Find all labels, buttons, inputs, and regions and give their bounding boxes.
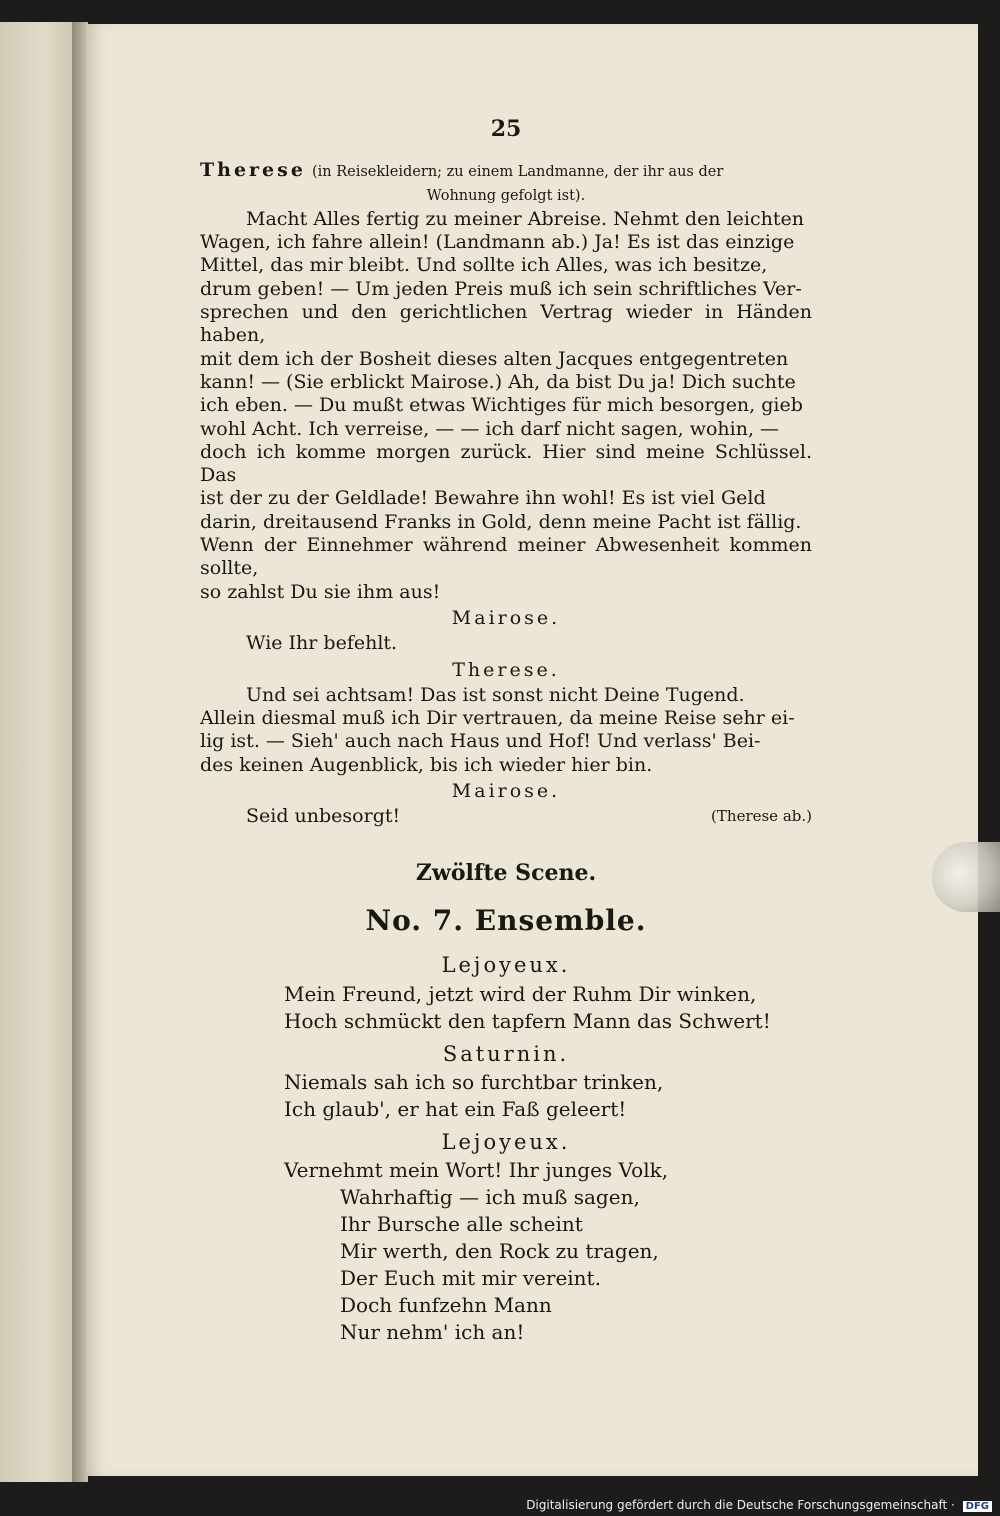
verse-block (200, 1069, 812, 1123)
speech-line: doch ich komme morgen zurück. Hier sind meine Schlüssel. Das (200, 440, 812, 487)
speaker-mairose: Mairose. (451, 606, 561, 629)
verse-block (200, 1157, 812, 1184)
verse-line: Vernehmt mein Wort! Ihr junges Volk, (284, 1158, 669, 1183)
dialogue-line: Seid unbesorgt! (246, 805, 401, 828)
dialogue-line: Allein diesmal muß ich Dir vertrauen, da meine Reise sehr ei- (200, 707, 795, 730)
verse-line: Der Euch mit mir vereint. (340, 1266, 601, 1291)
verse-line: Ich glaub', er hat ein Faß geleert! (284, 1096, 627, 1121)
verse-line: Hoch schmückt den tapfern Mann das Schwert! (284, 1008, 771, 1033)
previous-page-edge (0, 22, 72, 1482)
dfg-logo: DFG (963, 1501, 992, 1512)
speech-line: Wagen, ich fahre allein! (Landmann ab.) Ja! Es ist das einzige (200, 231, 795, 254)
scene-heading: Zwölfte Scene. (415, 859, 597, 886)
number-heading: No. 7. Ensemble. (365, 903, 647, 937)
page-content (200, 118, 812, 1346)
stage-direction-exit: (Therese ab.) (711, 807, 812, 826)
opening-stage-direction: (in Reisekleidern; zu einem Landmanne, der ihr aus der (311, 164, 724, 181)
verse-block (200, 981, 812, 1035)
verse-speaker-saturnin: Saturnin. (442, 1041, 570, 1066)
speaker-mairose: Mairose. (451, 780, 561, 803)
verse-line: Wahrhaftig — ich muß sagen, (340, 1185, 640, 1210)
verse-line: Mein Freund, jetzt wird der Ruhm Dir winken, (284, 981, 757, 1006)
speech-line: wohl Acht. Ich verreise, — — ich darf nicht sagen, wohin, — (200, 417, 780, 440)
digitization-footer (526, 1498, 992, 1512)
speech-line: so zahlst Du sie ihm aus! (200, 580, 441, 603)
speech-line: ist der zu der Geldlade! Bewahre ihn wohl! Es ist viel Geld (200, 487, 766, 510)
speech-line: Wenn der Einnehmer während meiner Abwesenheit kommen sollte, (200, 534, 812, 580)
verse-speaker-lejoyeux: Lejoyeux. (441, 1129, 571, 1154)
dialogue-line: Wie Ihr befehlt. (246, 632, 398, 655)
footer-text: Digitalisierung gefördert durch die Deutsche Forschungsgemeinschaft · (526, 1498, 955, 1512)
therese-speech (200, 208, 812, 604)
verse-speaker-lejoyeux: Lejoyeux. (441, 953, 571, 978)
verse-line: Nur nehm' ich an! (340, 1320, 525, 1345)
opening-speaker: Therese (200, 159, 306, 182)
speaker-therese: Therese. (452, 658, 560, 681)
verse-line: Niemals sah ich so furchtbar trinken, (284, 1069, 664, 1094)
speech-line: Macht Alles fertig zu meiner Abreise. Nehmt den leichten (246, 207, 804, 230)
opening-stage-direction-cont: Wohnung gefolgt ist). (426, 187, 586, 204)
dialogue-line: des keinen Augenblick, bis ich wieder hier bin. (200, 753, 653, 776)
verse-line: Ihr Bursche alle scheint (340, 1212, 583, 1237)
opening-speaker-line (200, 159, 812, 184)
speech-line: ich eben. — Du mußt etwas Wichtiges für mich besorgen, gieb (200, 394, 803, 417)
speech-line: kann! — (Sie erblickt Mairose.) Ah, da bist Du ja! Dich suchte (200, 370, 796, 393)
speech-line: Mittel, das mir bleibt. Und sollte ich Alles, was ich besitze, (200, 254, 768, 277)
dialogue-row (200, 805, 812, 828)
verse-line: Doch funfzehn Mann (340, 1293, 552, 1318)
speech-line: sprechen und den gerichtlichen Vertrag wieder in Händen haben, (200, 301, 812, 347)
speech-line: drum geben! — Um jeden Preis muß ich sein schriftliches Ver- (200, 277, 802, 300)
page-tab-marker (932, 842, 1000, 912)
page-number: 25 (490, 116, 522, 142)
verse-line: Mir werth, den Rock zu tragen, (340, 1239, 659, 1264)
dialogue-line: lig ist. — Sieh' auch nach Haus und Hof! Und verlass' Bei- (200, 730, 761, 753)
speech-line: mit dem ich der Bosheit dieses alten Jacques entgegentreten (200, 347, 789, 370)
verse-block-indented (200, 1184, 812, 1346)
speech-line: darin, dreitausend Franks in Gold, denn meine Pacht ist fällig. (200, 510, 802, 533)
dialogue-line: Und sei achtsam! Das ist sonst nicht Deine Tugend. (246, 683, 745, 706)
